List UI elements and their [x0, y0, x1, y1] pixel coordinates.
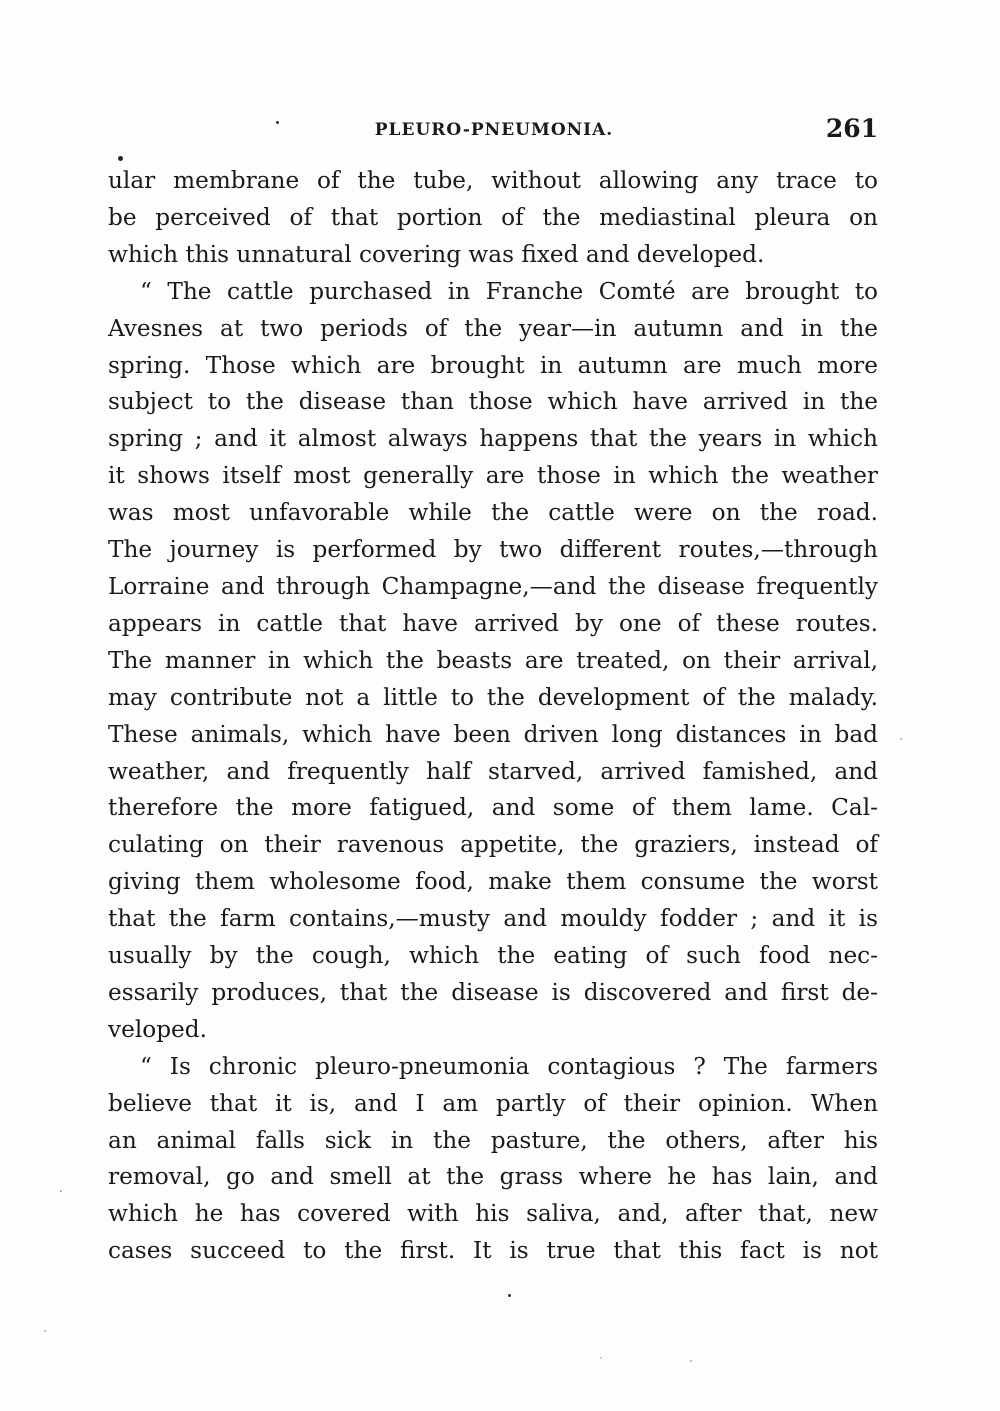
text-line: spring ; and it almost always happens that the years in which — [108, 425, 878, 453]
text-line: was most unfavorable while the cattle were on the road. — [108, 499, 878, 527]
text-line: giving them wholesome food, make them consume the worst — [108, 868, 878, 896]
scan-speck — [508, 1294, 511, 1297]
text-line: “ Is chronic pleuro-pneumonia contagious ? The farmers — [140, 1052, 878, 1080]
text-line: usually by the cough, which the eating of such food nec- — [108, 942, 878, 970]
text-line: essarily produces, that the disease is discovered and first de- — [108, 978, 878, 1006]
text-line: spring. Those which are brought in autumn are much more — [108, 351, 878, 379]
text-line: an animal falls sick in the pasture, the others, after his — [108, 1126, 878, 1154]
text-line: appears in cattle that have arrived by one of these routes. — [108, 609, 878, 637]
text-line: may contribute not a little to the development of the malady. — [108, 683, 878, 711]
body-text — [108, 163, 878, 1270]
text-line: removal, go and smell at the grass where he has lain, and — [108, 1163, 878, 1191]
text-line: Avesnes at two periods of the year—in autumn and in the — [108, 314, 878, 342]
text-line: weather, and frequently half starved, arrived famished, and — [108, 757, 878, 785]
paragraph-cattle-purchase — [108, 274, 878, 1049]
text-line: Lorraine and through Champagne,—and the disease frequently — [108, 572, 878, 600]
text-line: The journey is performed by two different routes,—through — [108, 536, 878, 564]
text-line: The manner in which the beasts are treated, on their arrival, — [108, 646, 878, 674]
scan-speck — [60, 1190, 62, 1192]
text-line: “ The cattle purchased in Franche Comté are brought to — [140, 277, 878, 305]
text-line: cases succeed to the first. It is true that this fact is not — [108, 1237, 878, 1265]
text-line: be perceived of that portion of the mediastinal pleura on — [108, 203, 878, 231]
scan-speck — [44, 1330, 46, 1332]
running-title: PLEURO-PNEUMONIA. — [374, 120, 614, 140]
text-line: that the farm contains,—musty and mouldy fodder ; and it is — [108, 905, 878, 933]
paragraph-continuation — [108, 163, 878, 274]
text-line: culating on their ravenous appetite, the graziers, instead of — [108, 831, 878, 859]
page-header — [108, 114, 880, 148]
scan-speck — [900, 738, 902, 740]
text-line: believe that it is, and I am partly of their opinion. When — [108, 1089, 878, 1117]
page-number: 261 — [825, 114, 878, 143]
scan-speck — [690, 1360, 692, 1362]
text-line: therefore the more fatigued, and some of them lame. Cal- — [108, 794, 878, 822]
scan-speck — [276, 121, 279, 124]
text-line: it shows itself most generally are those in which the weather — [108, 462, 878, 490]
text-line: which he has covered with his saliva, and, after that, new — [108, 1200, 878, 1228]
scan-speck — [600, 1357, 602, 1359]
text-line: These animals, which have been driven long distances in bad — [108, 720, 878, 748]
text-line: veloped. — [108, 1015, 207, 1043]
text-line: ular membrane of the tube, without allowing any trace to — [108, 167, 878, 194]
text-line: subject to the disease than those which have arrived in the — [108, 388, 878, 416]
text-line: which this unnatural covering was fixed and developed. — [108, 240, 765, 268]
scan-speck — [118, 156, 123, 161]
paragraph-contagion — [108, 1049, 878, 1270]
